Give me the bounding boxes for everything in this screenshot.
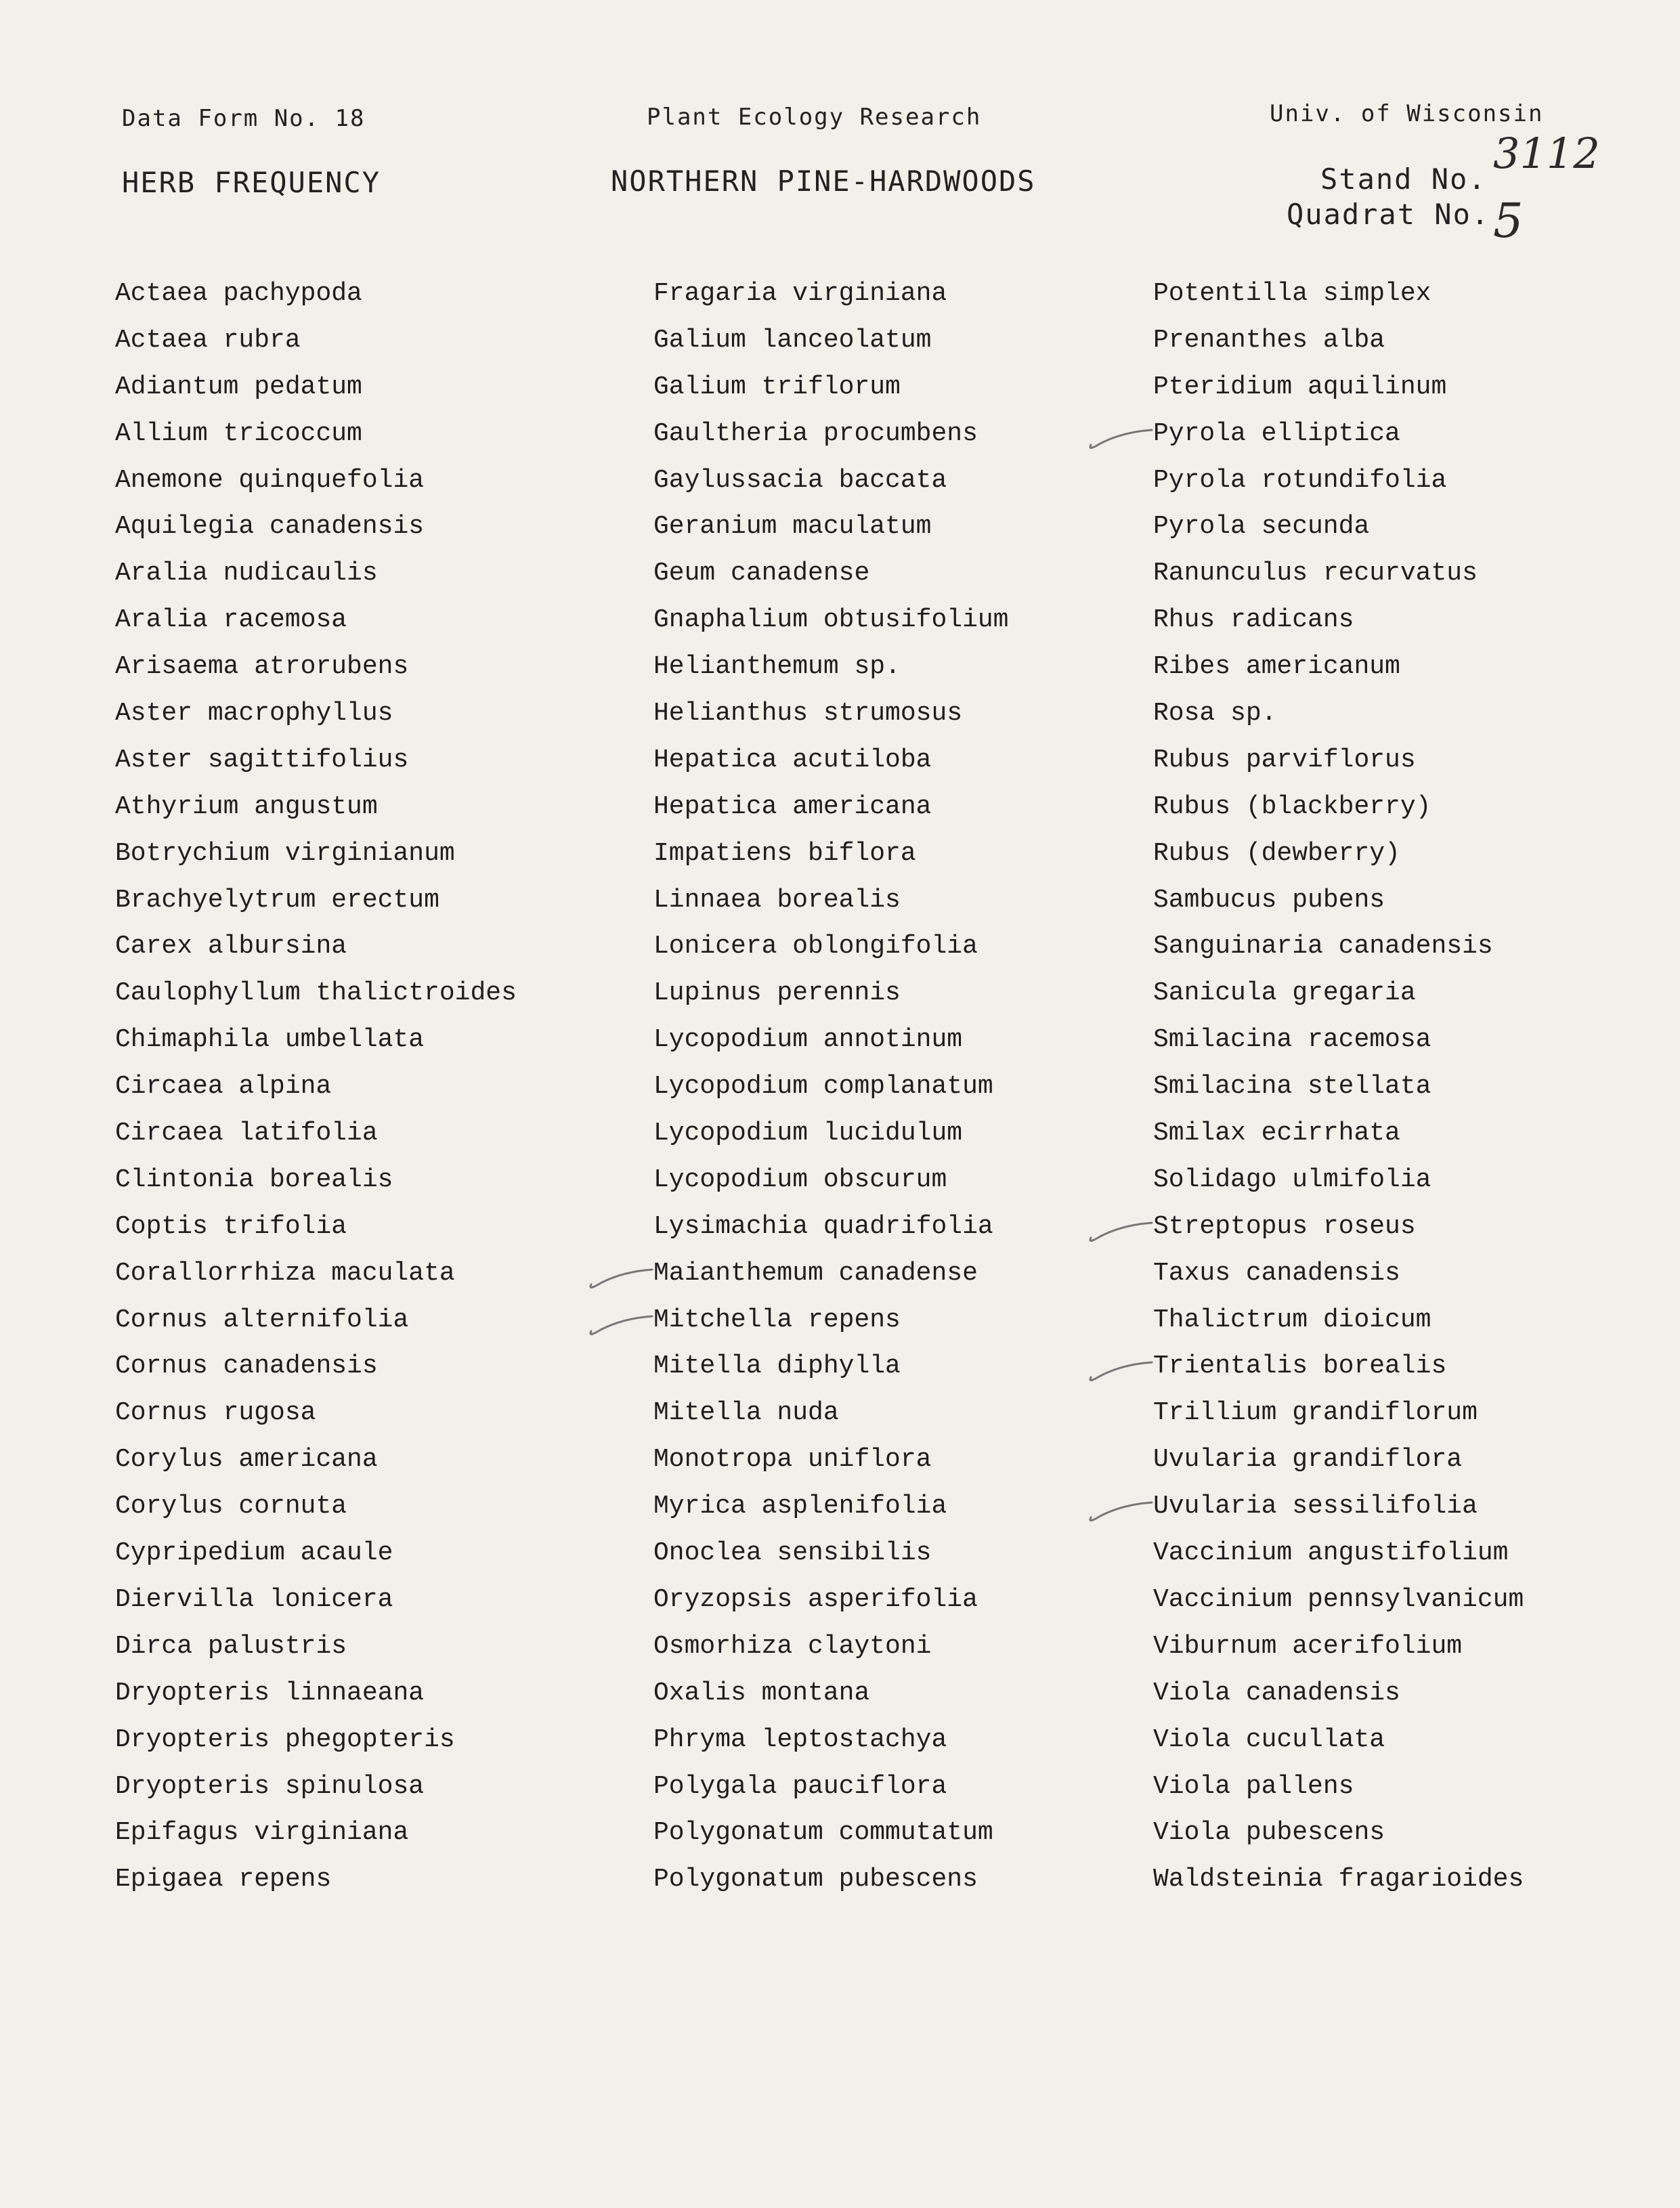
species-item — [115, 458, 517, 504]
checkmark-icon — [1085, 420, 1153, 454]
species-item — [653, 924, 1009, 970]
species-name: Dryopteris linnaeana — [115, 1678, 425, 1708]
species-item — [115, 1251, 517, 1297]
species-item — [1153, 1670, 1524, 1717]
species-item — [653, 1297, 1009, 1344]
species-item — [115, 1297, 517, 1344]
species-item — [653, 411, 1009, 458]
species-name: Streptopus roseus — [1153, 1211, 1416, 1241]
species-column-2 — [653, 271, 1009, 1903]
species-name: Hepatica americana — [653, 792, 932, 821]
species-item — [1153, 1204, 1524, 1251]
species-name: Rosa sp. — [1153, 699, 1277, 729]
species-name: Chimaphila umbellata — [115, 1025, 425, 1055]
species-name: Pyrola rotundifolia — [1153, 465, 1447, 495]
species-item — [1153, 550, 1524, 597]
species-item — [115, 597, 517, 644]
species-name: Pteridium aquilinum — [1153, 372, 1447, 402]
species-name: Cornus rugosa — [115, 1398, 316, 1428]
species-item — [1153, 784, 1524, 831]
species-name: Smilacina racemosa — [1153, 1025, 1431, 1055]
species-name: Epigaea repens — [115, 1865, 332, 1895]
species-item — [1153, 318, 1524, 364]
species-name: Dryopteris spinulosa — [115, 1771, 425, 1801]
species-item — [1153, 644, 1524, 691]
species-name: Botrychium virginianum — [115, 838, 455, 868]
species-item — [1153, 1624, 1524, 1670]
species-item — [653, 597, 1009, 644]
quadrat-number-handwritten: 5 — [1493, 193, 1524, 248]
species-item — [1153, 1064, 1524, 1110]
species-name: Carex albursina — [115, 932, 347, 961]
species-item — [653, 1670, 1009, 1717]
species-item — [653, 970, 1009, 1017]
species-name: Gaultheria procumbens — [653, 418, 978, 448]
species-item — [115, 1017, 517, 1064]
species-name: Osmorhiza claytoni — [653, 1631, 932, 1661]
species-name: Myrica asplenifolia — [653, 1492, 947, 1521]
species-item — [653, 1390, 1009, 1437]
species-name: Circaea latifolia — [115, 1119, 378, 1148]
species-name: Viola cucullata — [1153, 1725, 1385, 1754]
species-column-3 — [1153, 271, 1524, 1903]
species-name: Gnaphalium obtusifolium — [653, 605, 1009, 635]
species-name: Ranunculus recurvatus — [1153, 559, 1478, 588]
species-name: Dirca palustris — [115, 1631, 347, 1661]
species-item — [1153, 1857, 1524, 1903]
species-item — [653, 1017, 1009, 1064]
species-name: Viola pubescens — [1153, 1818, 1385, 1848]
species-item — [653, 504, 1009, 550]
species-item — [653, 737, 1009, 784]
species-name: Lycopodium complanatum — [653, 1072, 993, 1102]
species-item — [115, 550, 517, 597]
species-item — [115, 411, 517, 458]
species-name: Trillium grandiflorum — [1153, 1398, 1478, 1428]
species-item — [653, 691, 1009, 737]
species-name: Smilacina stellata — [1153, 1072, 1431, 1102]
species-name: Onoclea sensibilis — [653, 1538, 932, 1568]
species-item — [115, 1577, 517, 1624]
species-name: Arisaema atrorubens — [115, 652, 409, 682]
species-item — [115, 1717, 517, 1764]
species-name: Allium tricoccum — [115, 418, 362, 448]
species-name: Vaccinium pennsylvanicum — [1153, 1584, 1524, 1614]
species-item — [653, 878, 1009, 924]
species-item — [1153, 831, 1524, 878]
species-item — [115, 364, 517, 411]
species-item — [653, 364, 1009, 411]
species-name: Lonicera oblongifolia — [653, 932, 978, 961]
species-item — [1153, 271, 1524, 318]
species-name: Prenanthes alba — [1153, 325, 1385, 355]
species-item — [1153, 1764, 1524, 1811]
species-name: Pyrola secunda — [1153, 512, 1370, 542]
species-item — [1153, 1157, 1524, 1204]
species-item — [1153, 1017, 1524, 1064]
species-item — [115, 1764, 517, 1811]
species-column-1 — [115, 271, 517, 1903]
species-name: Potentilla simplex — [1153, 279, 1431, 308]
checkmark-icon — [586, 1260, 653, 1294]
checkmark-icon — [1085, 1493, 1153, 1527]
species-item — [115, 1390, 517, 1437]
species-name: Lupinus perennis — [653, 978, 901, 1008]
species-name: Clintonia borealis — [115, 1165, 393, 1194]
species-name: Impatiens biflora — [653, 838, 916, 868]
species-item — [1153, 970, 1524, 1017]
species-name: Oxalis montana — [653, 1678, 870, 1708]
species-name: Viburnum acerifolium — [1153, 1631, 1463, 1661]
stand-label: Stand No. — [1320, 163, 1487, 196]
species-item — [115, 831, 517, 878]
species-item — [653, 318, 1009, 364]
species-name: Helianthus strumosus — [653, 699, 963, 729]
species-name: Lycopodium obscurum — [653, 1165, 947, 1194]
species-item — [653, 1857, 1009, 1903]
species-item — [1153, 1437, 1524, 1484]
species-name: Sanicula gregaria — [1153, 978, 1416, 1008]
species-item — [115, 1624, 517, 1670]
species-item — [653, 1577, 1009, 1624]
species-item — [115, 318, 517, 364]
species-item — [115, 1204, 517, 1251]
species-name: Geranium maculatum — [653, 512, 932, 542]
species-item — [653, 784, 1009, 831]
checkmark-icon — [586, 1307, 653, 1341]
species-name: Athyrium angustum — [115, 792, 378, 821]
species-name: Aralia racemosa — [115, 605, 347, 635]
species-name: Hepatica acutiloba — [653, 745, 932, 775]
species-name: Fragaria virginiana — [653, 279, 947, 308]
species-item — [653, 1530, 1009, 1577]
species-name: Vaccinium angustifolium — [1153, 1538, 1509, 1568]
form-number: Data Form No. 18 — [122, 105, 366, 132]
species-name: Caulophyllum thalictroides — [115, 978, 517, 1008]
species-name: Mitella nuda — [653, 1398, 839, 1428]
species-name: Maianthemum canadense — [653, 1258, 978, 1288]
species-name: Coptis trifolia — [115, 1211, 347, 1241]
species-item — [653, 1437, 1009, 1484]
species-name: Uvularia grandiflora — [1153, 1445, 1463, 1475]
stand-number-handwritten: 3112 — [1493, 129, 1600, 178]
species-item — [1153, 364, 1524, 411]
species-item — [115, 1810, 517, 1857]
species-item — [653, 1624, 1009, 1670]
species-item — [653, 458, 1009, 504]
species-item — [115, 1484, 517, 1530]
species-item — [653, 550, 1009, 597]
species-item — [1153, 737, 1524, 784]
species-name: Lycopodium annotinum — [653, 1025, 963, 1055]
species-name: Helianthemum sp. — [653, 652, 901, 682]
species-name: Rubus (blackberry) — [1153, 792, 1431, 821]
species-item — [115, 691, 517, 737]
species-item — [1153, 1343, 1524, 1390]
species-item — [653, 1064, 1009, 1110]
species-name: Brachyelytrum erectum — [115, 885, 439, 915]
species-item — [115, 1110, 517, 1157]
species-item — [1153, 1110, 1524, 1157]
species-name: Cypripedium acaule — [115, 1538, 393, 1568]
species-name: Oryzopsis asperifolia — [653, 1584, 978, 1614]
species-item — [653, 1717, 1009, 1764]
species-name: Circaea alpina — [115, 1072, 332, 1102]
species-item — [653, 1810, 1009, 1857]
species-item — [1153, 691, 1524, 737]
species-name: Gaylussacia baccata — [653, 465, 947, 495]
species-item — [1153, 1251, 1524, 1297]
species-name: Lysimachia quadrifolia — [653, 1211, 993, 1241]
species-name: Lycopodium lucidulum — [653, 1119, 963, 1148]
species-item — [1153, 1390, 1524, 1437]
species-item — [653, 1204, 1009, 1251]
species-item — [115, 1530, 517, 1577]
organization: Plant Ecology Research — [647, 104, 982, 131]
checkmark-icon — [1085, 1213, 1153, 1247]
species-name: Viola canadensis — [1153, 1678, 1400, 1708]
species-item — [115, 924, 517, 970]
species-name: Mitella diphylla — [653, 1351, 901, 1381]
species-item — [1153, 1717, 1524, 1764]
species-name: Linnaea borealis — [653, 885, 901, 915]
species-name: Actaea pachypoda — [115, 279, 362, 308]
species-name: Aralia nudicaulis — [115, 559, 378, 588]
species-name: Corallorrhiza maculata — [115, 1258, 455, 1288]
species-item — [1153, 1810, 1524, 1857]
species-item — [115, 878, 517, 924]
species-item — [653, 644, 1009, 691]
species-name: Diervilla lonicera — [115, 1584, 393, 1614]
species-item — [115, 1064, 517, 1110]
species-name: Galium triflorum — [653, 372, 901, 402]
species-item — [1153, 458, 1524, 504]
species-name: Polygonatum pubescens — [653, 1865, 978, 1895]
species-name: Uvularia sessilifolia — [1153, 1492, 1478, 1521]
species-item — [115, 1157, 517, 1204]
species-name: Sambucus pubens — [1153, 885, 1385, 915]
species-item — [1153, 1577, 1524, 1624]
species-item — [115, 504, 517, 550]
species-name: Actaea rubra — [115, 325, 301, 355]
species-item — [115, 970, 517, 1017]
species-name: Corylus americana — [115, 1445, 378, 1475]
species-name: Thalictrum dioicum — [1153, 1305, 1431, 1335]
species-name: Rubus parviflorus — [1153, 745, 1416, 775]
species-name: Galium lanceolatum — [653, 325, 932, 355]
species-name: Aquilegia canadensis — [115, 512, 425, 542]
species-item — [115, 784, 517, 831]
species-name: Polygonatum commutatum — [653, 1818, 993, 1848]
species-item — [1153, 597, 1524, 644]
species-name: Rubus (dewberry) — [1153, 838, 1400, 868]
species-item — [115, 1670, 517, 1717]
species-item — [115, 1437, 517, 1484]
species-item — [653, 1484, 1009, 1530]
species-item — [115, 737, 517, 784]
checkmark-icon — [1085, 1353, 1153, 1387]
species-item — [115, 271, 517, 318]
species-name: Dryopteris phegopteris — [115, 1725, 455, 1754]
university: Univ. of Wisconsin — [1270, 100, 1544, 127]
form-title: HERB FREQUENCY — [122, 166, 381, 199]
species-item — [115, 1343, 517, 1390]
species-name: Sanguinaria canadensis — [1153, 932, 1493, 961]
species-item — [653, 1157, 1009, 1204]
species-item — [653, 1343, 1009, 1390]
species-name: Waldsteinia fragarioides — [1153, 1865, 1524, 1895]
species-item — [1153, 504, 1524, 550]
species-name: Anemone quinquefolia — [115, 465, 425, 495]
species-name: Smilax ecirrhata — [1153, 1119, 1400, 1148]
species-item — [115, 644, 517, 691]
species-name: Rhus radicans — [1153, 605, 1354, 635]
species-item — [1153, 1297, 1524, 1344]
species-item — [653, 1251, 1009, 1297]
species-name: Aster sagittifolius — [115, 745, 409, 775]
species-name: Cornus alternifolia — [115, 1305, 409, 1335]
species-name: Ribes americanum — [1153, 652, 1400, 682]
species-item — [1153, 924, 1524, 970]
species-name: Trientalis borealis — [1153, 1351, 1447, 1381]
species-item — [115, 1857, 517, 1903]
quadrat-label: Quadrat No. — [1287, 198, 1490, 231]
species-name: Monotropa uniflora — [653, 1445, 932, 1475]
species-item — [1153, 1530, 1524, 1577]
species-name: Taxus canadensis — [1153, 1258, 1400, 1288]
species-item — [1153, 878, 1524, 924]
species-name: Phryma leptostachya — [653, 1725, 947, 1754]
species-name: Adiantum pedatum — [115, 372, 362, 402]
species-name: Cornus canadensis — [115, 1351, 378, 1381]
species-item — [1153, 411, 1524, 458]
species-name: Aster macrophyllus — [115, 699, 393, 729]
community-title: NORTHERN PINE-HARDWOODS — [611, 165, 1036, 198]
species-name: Corylus cornuta — [115, 1492, 347, 1521]
species-name: Mitchella repens — [653, 1305, 901, 1335]
species-name: Epifagus virginiana — [115, 1818, 409, 1848]
species-name: Pyrola elliptica — [1153, 418, 1400, 448]
species-name: Geum canadense — [653, 559, 870, 588]
species-item — [653, 271, 1009, 318]
species-item — [653, 1110, 1009, 1157]
species-item — [1153, 1484, 1524, 1530]
species-name: Solidago ulmifolia — [1153, 1165, 1431, 1194]
species-item — [653, 1764, 1009, 1811]
species-name: Polygala pauciflora — [653, 1771, 947, 1801]
species-item — [653, 831, 1009, 878]
species-name: Viola pallens — [1153, 1771, 1354, 1801]
